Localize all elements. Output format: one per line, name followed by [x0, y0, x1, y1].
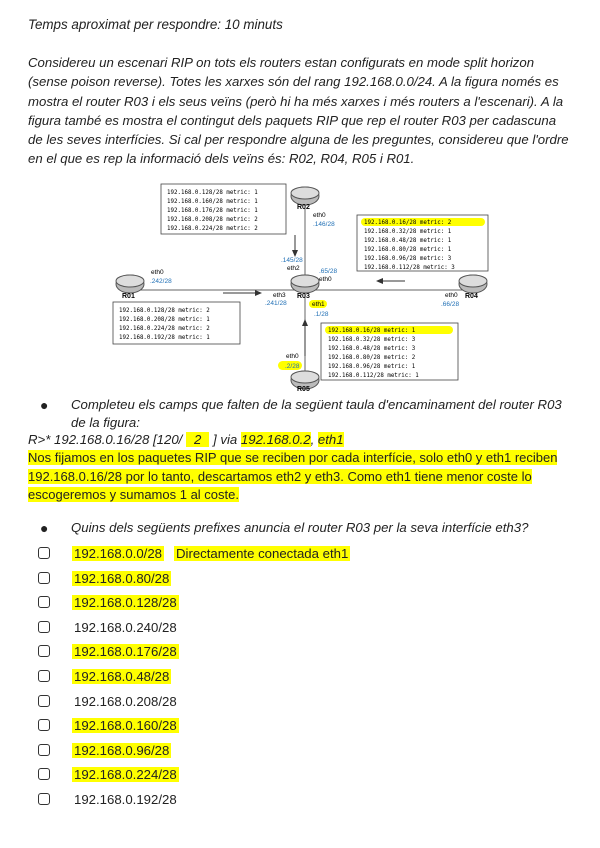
svg-text:192.168.0.48/28 metric: 3: 192.168.0.48/28 metric: 3: [328, 346, 416, 352]
svg-text:.65/28: .65/28: [319, 268, 338, 275]
svg-text:192.168.0.16/28 metric: 2: 192.168.0.16/28 metric: 2: [364, 220, 452, 226]
svg-text:R04: R04: [465, 293, 478, 300]
option-3[interactable]: [38, 593, 179, 611]
svg-text:eth2: eth2: [287, 265, 300, 272]
option-label: 192.168.0.176/28: [74, 643, 177, 659]
option-label: 192.168.0.224/28: [74, 766, 177, 782]
question-1: [40, 396, 580, 432]
svg-text:.2/28: .2/28: [285, 363, 300, 370]
svg-text:192.168.0.96/28 metric: 1: 192.168.0.96/28 metric: 1: [328, 364, 416, 370]
question-2: [40, 520, 528, 535]
scenario-description: Considereu un escenari RIP on tots els routers estan configurats en mode split horizon (sense poison reverse). Totes les xarxes són del rang 192.168.0.0/24. A la figura només es mostra el router R03 i els seus veïns (però hi ha més xarxes i més routers a l'escenari). A la figura també es mostra el contingut dels paquets RIP que rep el router R03 per cadascuna de les seves interfícies. Si cal per respondre alguna de les preguntes, considereu que l'ordre en el que es rep la informació dels veïns és: R02, R04, R05 i R01.: [28, 55, 569, 167]
option-5[interactable]: [38, 642, 179, 660]
svg-text:R02: R02: [297, 204, 310, 211]
option-label: 192.168.0.48/28: [74, 668, 170, 684]
interface-field[interactable]: eth1: [317, 432, 344, 447]
next-hop-field[interactable]: 192.168.0.2: [240, 432, 311, 447]
svg-text:192.168.0.112/28 metric: 3: 192.168.0.112/28 metric: 3: [364, 265, 455, 271]
svg-text:192.168.0.48/28 metric: 1: 192.168.0.48/28 metric: 1: [364, 238, 452, 244]
svg-text:eth0: eth0: [445, 292, 458, 299]
svg-text:192.168.0.208/28 metric: 1: 192.168.0.208/28 metric: 1: [119, 317, 210, 323]
route-prefix: R>* 192.168.0.16/28 [120/: [28, 432, 183, 447]
svg-text:192.168.0.176/28 metric: 1: 192.168.0.176/28 metric: 1: [167, 208, 258, 214]
option-label: 192.168.0.0/28: [74, 545, 162, 561]
r04-rip-table: [357, 215, 488, 271]
svg-text:eth0: eth0: [151, 269, 164, 276]
svg-text:192.168.0.128/28 metric: 1: 192.168.0.128/28 metric: 1: [167, 190, 258, 196]
checkbox[interactable]: [38, 645, 50, 657]
svg-text:192.168.0.192/28 metric: 1: 192.168.0.192/28 metric: 1: [119, 335, 210, 341]
svg-text:192.168.0.224/28 metric: 2: 192.168.0.224/28 metric: 2: [119, 326, 210, 332]
routing-entry-answer: [28, 432, 344, 447]
svg-text:192.168.0.208/28 metric: 2: 192.168.0.208/28 metric: 2: [167, 217, 258, 223]
svg-text:eth0: eth0: [286, 353, 299, 360]
svg-text:eth1: eth1: [312, 301, 325, 308]
answer-explanation: Nos fijamos en los paquetes RIP que se reciben por cada interfície, solo eth0 y eth1 reciben 192.168.0.16/28 por lo tanto, descartamos eth2 y eth3. Como eth1 tiene menor coste lo escogeremos y sumamos 1 al coste.: [28, 450, 558, 502]
option-label: 192.168.0.80/28: [74, 570, 170, 586]
svg-text:192.168.0.80/28 metric: 1: 192.168.0.80/28 metric: 1: [364, 247, 452, 253]
time-estimate: Temps aproximat per respondre: 10 minuts: [28, 17, 283, 32]
r01-rip-table: [113, 302, 240, 344]
option-label: 192.168.0.96/28: [74, 742, 170, 758]
option-label: 192.168.0.240/28: [74, 619, 177, 635]
question-2-text: Quins dels següents prefixes anuncia el router R03 per la seva interfície eth3?: [71, 520, 529, 535]
svg-text:192.168.0.224/28 metric: 2: 192.168.0.224/28 metric: 2: [167, 226, 258, 232]
question-1-text: Completeu els camps que falten de la següent taula d'encaminament del router R03 de la figura:: [71, 397, 562, 430]
option-label: 192.168.0.160/28: [74, 717, 177, 733]
bullet-icon: ●: [40, 520, 49, 536]
svg-text:192.168.0.160/28 metric: 1: 192.168.0.160/28 metric: 1: [167, 199, 258, 205]
option-4[interactable]: [38, 618, 179, 636]
router-r02: [291, 187, 319, 211]
checkbox[interactable]: [38, 670, 50, 682]
r02-rip-table: [161, 184, 286, 234]
route-via-text: ] via: [213, 432, 238, 447]
router-r03: [291, 275, 319, 300]
svg-text:R03: R03: [297, 293, 310, 300]
checkbox[interactable]: [38, 695, 50, 707]
metric-field[interactable]: 2: [186, 432, 209, 447]
route-separator: ,: [310, 432, 315, 447]
svg-text:192.168.0.128/28 metric: 2: 192.168.0.128/28 metric: 2: [119, 308, 210, 314]
checkbox[interactable]: [38, 572, 50, 584]
option-9[interactable]: [38, 741, 171, 759]
r05-rip-table: [321, 323, 458, 380]
svg-text:eth0: eth0: [319, 276, 332, 283]
checkbox[interactable]: [38, 744, 50, 756]
option-6[interactable]: [38, 667, 171, 685]
svg-text:eth0: eth0: [313, 212, 326, 219]
option-label: 192.168.0.128/28: [74, 594, 177, 610]
option-10[interactable]: [38, 765, 179, 783]
router-r04: [459, 275, 487, 300]
svg-text:192.168.0.112/28 metric: 1: 192.168.0.112/28 metric: 1: [328, 373, 419, 379]
bullet-icon: ●: [40, 397, 49, 413]
checkbox[interactable]: [38, 547, 50, 559]
option-label: 192.168.0.192/28: [74, 791, 177, 807]
router-r05: [291, 371, 319, 392]
option-8[interactable]: [38, 716, 179, 734]
checkbox[interactable]: [38, 596, 50, 608]
svg-text:.241/28: .241/28: [265, 300, 287, 307]
svg-text:.1/28: .1/28: [314, 311, 329, 318]
svg-text:R05: R05: [297, 386, 310, 392]
svg-text:.242/28: .242/28: [150, 278, 172, 285]
svg-text:R01: R01: [122, 293, 135, 300]
svg-text:192.168.0.32/28 metric: 3: 192.168.0.32/28 metric: 3: [328, 337, 416, 343]
router-r01: [116, 275, 144, 300]
svg-text:eth3: eth3: [273, 292, 286, 299]
svg-text:.146/28: .146/28: [313, 221, 335, 228]
option-11[interactable]: [38, 790, 179, 808]
option-note: Directamente conectada eth1: [176, 545, 349, 561]
svg-text:192.168.0.32/28 metric: 1: 192.168.0.32/28 metric: 1: [364, 229, 452, 235]
network-figure: [105, 180, 493, 392]
option-7[interactable]: [38, 692, 179, 710]
option-2[interactable]: [38, 569, 171, 587]
option-label: 192.168.0.208/28: [74, 693, 177, 709]
svg-text:.145/28: .145/28: [281, 257, 303, 264]
option-1[interactable]: [38, 544, 350, 562]
svg-text:192.168.0.80/28 metric: 2: 192.168.0.80/28 metric: 2: [328, 355, 416, 361]
checkbox[interactable]: [38, 768, 50, 780]
checkbox[interactable]: [38, 621, 50, 633]
svg-text:192.168.0.16/28 metric: 1: 192.168.0.16/28 metric: 1: [328, 328, 416, 334]
checkbox[interactable]: [38, 793, 50, 805]
checkbox[interactable]: [38, 719, 50, 731]
svg-text:192.168.0.96/28 metric: 3: 192.168.0.96/28 metric: 3: [364, 256, 452, 262]
svg-text:.66/28: .66/28: [441, 301, 460, 308]
